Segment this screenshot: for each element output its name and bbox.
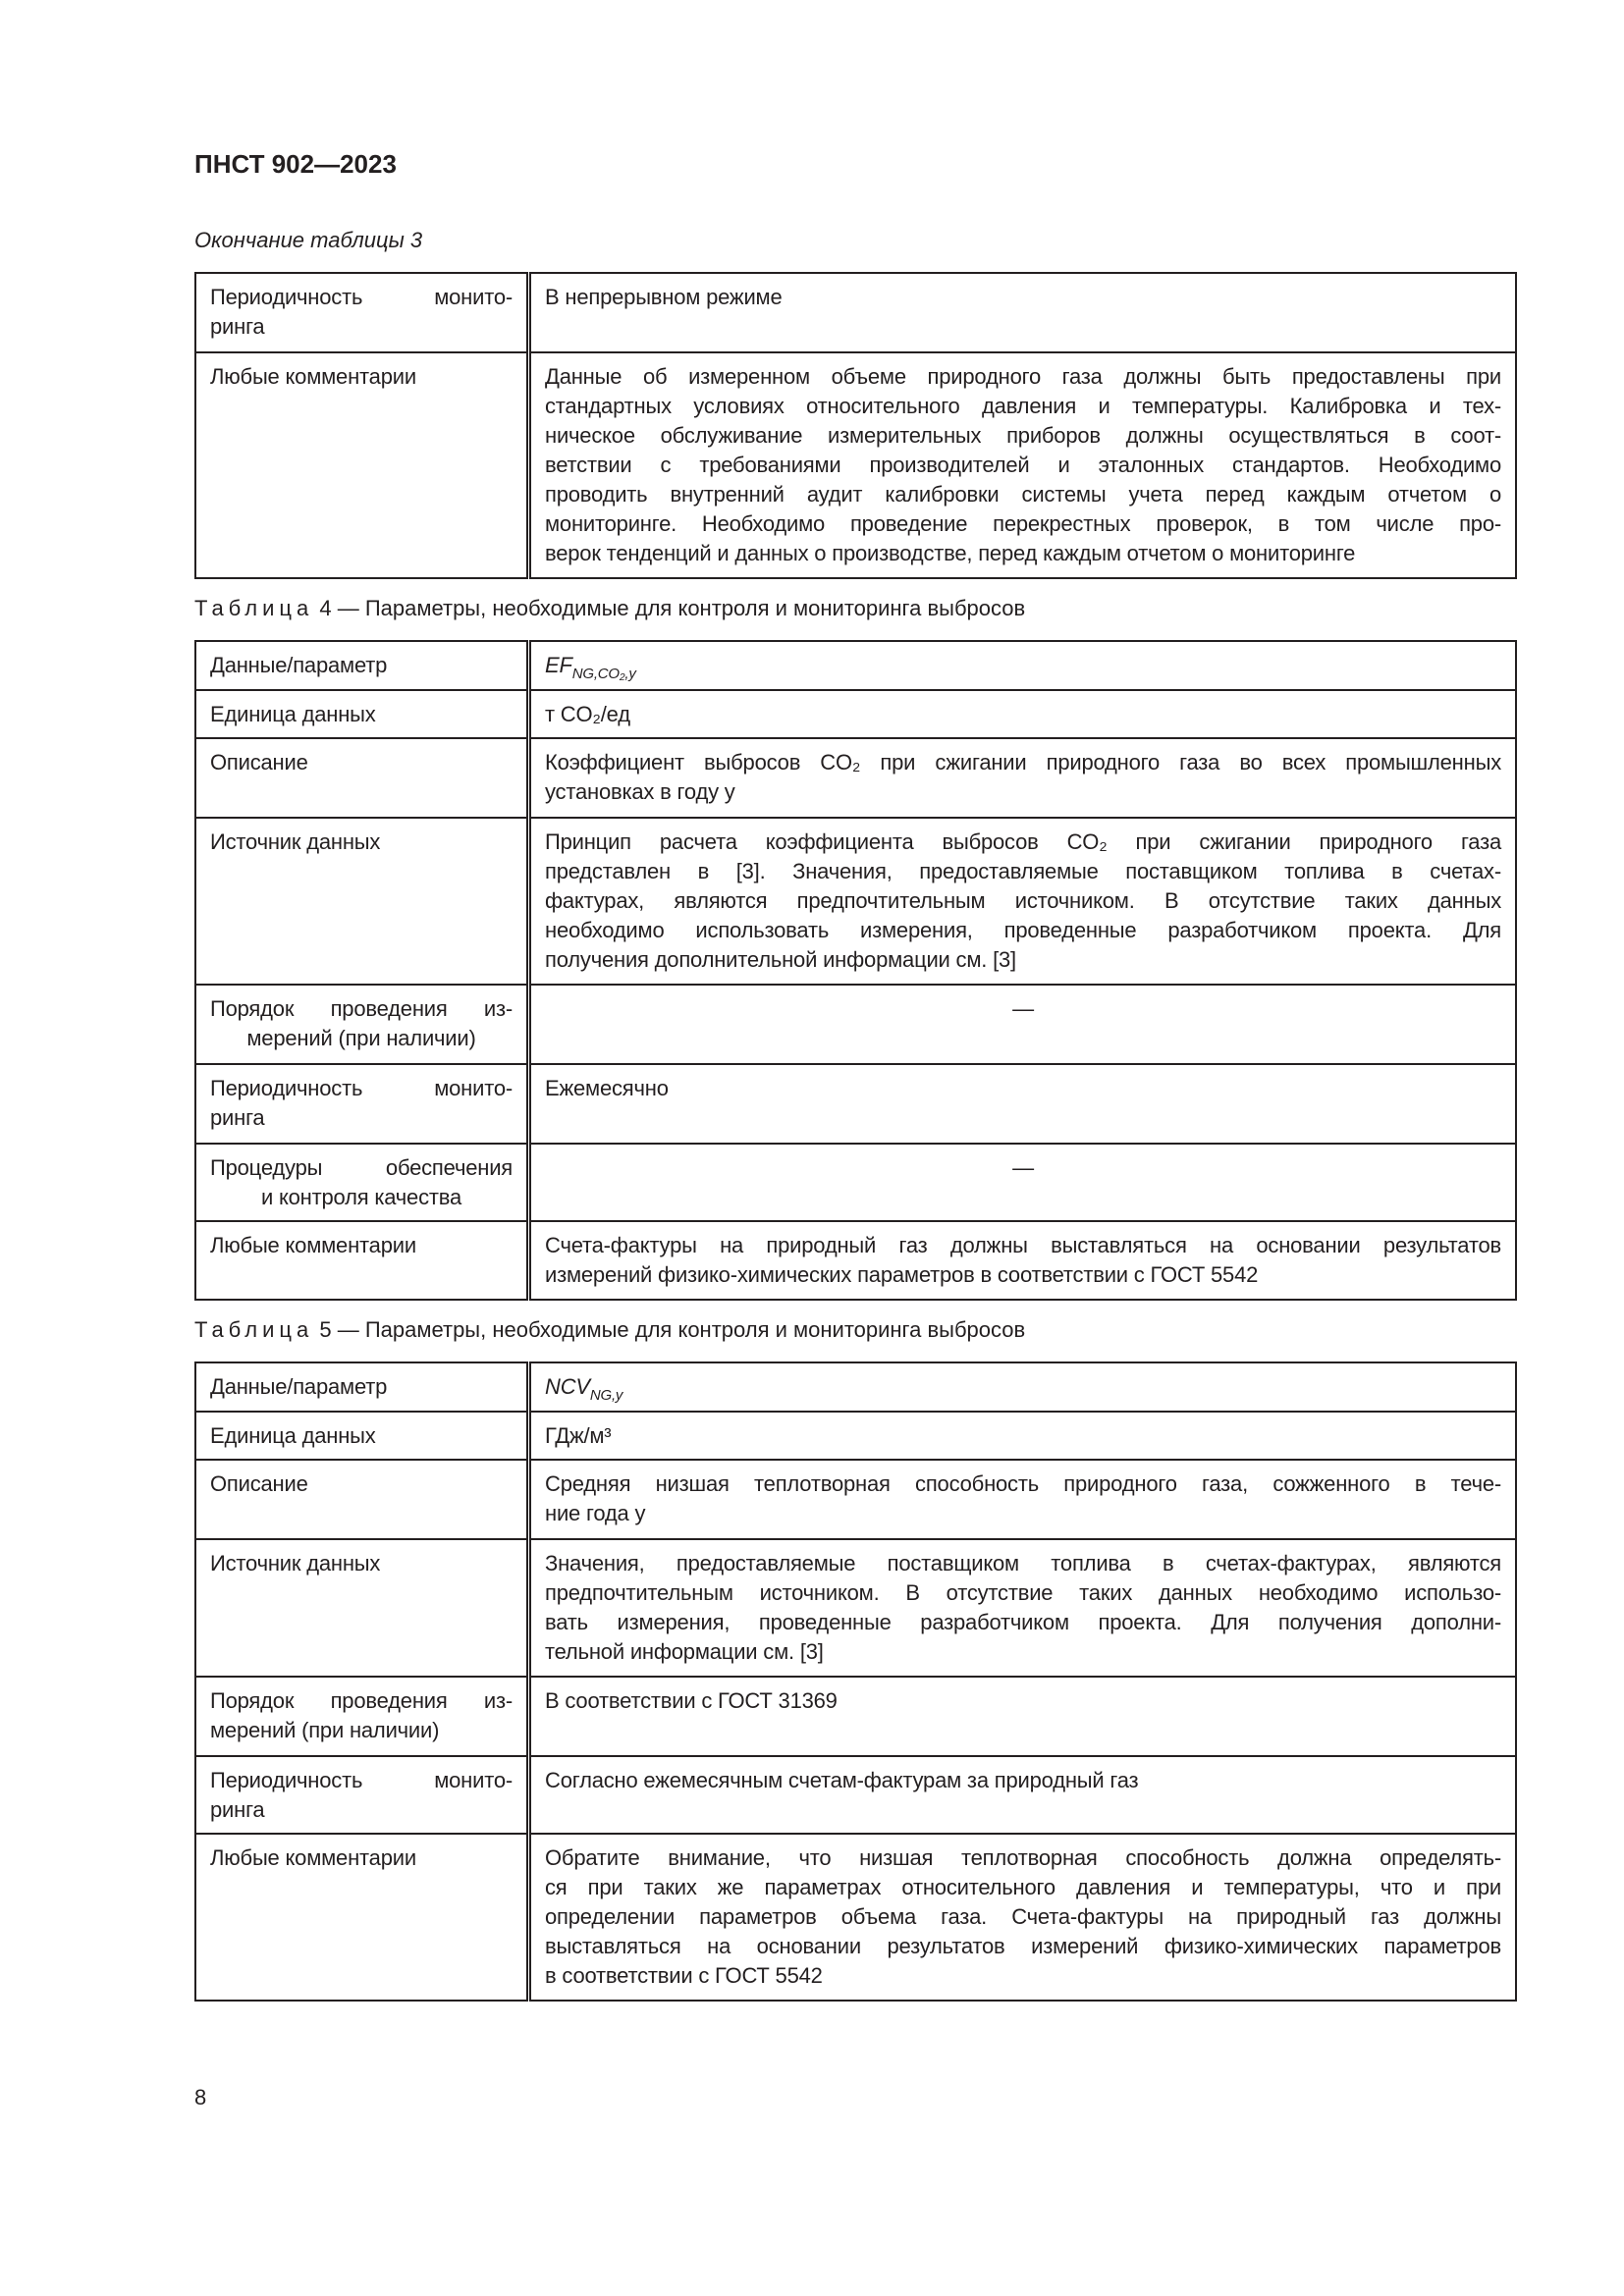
row-label (195, 1460, 529, 1539)
cell-line: Данные/параметр (210, 1374, 388, 1399)
row-label (195, 1756, 529, 1834)
row-value (529, 1144, 1517, 1221)
table-row (195, 352, 1516, 578)
cell-line: ние года y (545, 1501, 646, 1525)
cell-line: Ежемесячно (545, 1076, 669, 1100)
cell-line: Источник данных (210, 1551, 381, 1575)
cell-line: Процедуры обеспечения (210, 1155, 513, 1180)
cell-line: Любые комментарии (210, 1233, 416, 1257)
cell-line: Коэффициент выбросов CO₂ при сжигании природного газа во всех промышленных (545, 750, 1501, 774)
row-label (195, 1064, 529, 1144)
cell-line: Принцип расчета коэффициента выбросов CO₂ при сжигании природного газа (545, 829, 1501, 854)
table-row (195, 1460, 1516, 1539)
row-value (529, 1221, 1517, 1300)
cell-line: ветствии с требованиями производителей и эталонных стандартов. Необходимо (545, 453, 1501, 477)
table-row (195, 690, 1516, 738)
row-value (529, 273, 1517, 352)
row-value (529, 1756, 1517, 1834)
caption-text: 4 — Параметры, необходимые для контроля и мониторинга выбросов (313, 596, 1026, 620)
cell-line: мерений (при наличии) (210, 1718, 440, 1742)
cell-line: В соответствии с ГОСТ 31369 (545, 1688, 838, 1713)
cell-line: Средняя низшая теплотворная способность природного газа, сожженного в тече- (545, 1471, 1501, 1496)
row-label (195, 273, 529, 352)
row-label (195, 690, 529, 738)
row-label (195, 352, 529, 578)
page-number: 8 (194, 2085, 207, 2109)
caption-prefix: Таблица (194, 1317, 314, 1342)
document-header: ПНСТ 902—2023 (194, 149, 397, 179)
cell-line: Периодичность монито- (210, 285, 513, 309)
parameter-symbol (545, 653, 636, 682)
cell-line: Порядок проведения из- (210, 996, 513, 1021)
table-row (195, 1834, 1516, 2001)
cell-line: В непрерывном режиме (545, 285, 783, 309)
row-label (195, 738, 529, 818)
cell-line: предпочтительным источником. В отсутствие таких данных необходимо использо- (545, 1580, 1501, 1605)
cell-line: верок тенденций и данных о производстве, перед каждым отчетом о мониторинге (545, 541, 1356, 565)
row-value (529, 1834, 1517, 2001)
row-label (195, 1677, 529, 1756)
cell-line: Описание (210, 750, 308, 774)
cell-line: фактурах, являются предпочтительным источником. В отсутствие таких данных (545, 888, 1501, 913)
cell-line: — (1012, 996, 1034, 1021)
row-label (195, 985, 529, 1064)
row-value (529, 1412, 1517, 1460)
cell-line: вать измерения, проведенные разработчиком проекта. Для получения дополни- (545, 1610, 1501, 1634)
row-value (529, 690, 1517, 738)
table-row (195, 273, 1516, 352)
row-label (195, 1834, 529, 2001)
table-row (195, 985, 1516, 1064)
cell-line: Периодичность монито- (210, 1076, 513, 1100)
cell-line: стандартных условиях относительного давления и температуры. Калибровка и тех- (545, 394, 1501, 418)
row-label (195, 818, 529, 985)
cell-line: представлен в [3]. Значения, предоставляемые поставщиком топлива в счетах- (545, 859, 1501, 883)
parameter-base: NCV (545, 1374, 590, 1399)
cell-line: ся при таких же параметрах относительного давления и температуры, что и при (545, 1875, 1501, 1899)
parameter-base: EF (545, 653, 572, 677)
cell-line: мерений (при наличии) (246, 1026, 476, 1050)
row-label (195, 1144, 529, 1221)
cell-line: выставляться на основании результатов измерений физико-химических параметров (545, 1934, 1501, 1958)
table-5-caption (194, 1317, 1025, 1343)
row-value (529, 1539, 1517, 1677)
parameter-symbol (545, 1374, 623, 1404)
cell-line: Единица данных (210, 702, 376, 726)
table-4-caption (194, 596, 1025, 621)
cell-line: тельной информации см. [3] (545, 1639, 824, 1664)
table-5 (194, 1362, 1517, 2002)
table-4 (194, 640, 1517, 1301)
table-continuation-caption: Окончание таблицы 3 (194, 228, 423, 252)
row-value (529, 1064, 1517, 1144)
cell-line: необходимо использовать измерения, проведенные разработчиком проекта. Для (545, 918, 1501, 942)
row-value (529, 818, 1517, 985)
row-label (195, 1539, 529, 1677)
row-value (529, 352, 1517, 578)
cell-line: Источник данных (210, 829, 381, 854)
table-row (195, 641, 1516, 690)
cell-line: определении параметров объема газа. Счета-фактуры на природный газ должны (545, 1904, 1501, 1929)
row-value (529, 1362, 1517, 1412)
cell-line: Единица данных (210, 1423, 376, 1448)
table-row (195, 1362, 1516, 1412)
table-row (195, 818, 1516, 985)
row-value (529, 641, 1517, 690)
row-value (529, 1460, 1517, 1539)
table-row (195, 1064, 1516, 1144)
parameter-subscript: NG,CO₂,y (571, 666, 636, 682)
row-label (195, 1412, 529, 1460)
row-label (195, 1221, 529, 1300)
cell-line: Описание (210, 1471, 308, 1496)
cell-line: Обратите внимание, что низшая теплотворная способность должна определять- (545, 1845, 1501, 1870)
caption-prefix: Таблица (194, 596, 314, 620)
cell-line: ГДж/м³ (545, 1423, 612, 1448)
row-label (195, 641, 529, 690)
cell-line: получения дополнительной информации см. [3] (545, 947, 1016, 972)
cell-line: Периодичность монито- (210, 1768, 513, 1792)
cell-line: Согласно ежемесячным счетам-фактурам за природный газ (545, 1768, 1139, 1792)
cell-line: ринга (210, 1797, 265, 1822)
row-value (529, 1677, 1517, 1756)
table-row (195, 738, 1516, 818)
cell-line: ринга (210, 314, 265, 339)
caption-text: 5 — Параметры, необходимые для контроля и мониторинга выбросов (313, 1317, 1026, 1342)
row-label (195, 1362, 529, 1412)
cell-line: Значения, предоставляемые поставщиком топлива в счетах-фактурах, являются (545, 1551, 1501, 1575)
cell-line: Любые комментарии (210, 1845, 416, 1870)
table-row (195, 1756, 1516, 1834)
parameter-subscript: NG,y (589, 1387, 623, 1404)
cell-line: измерений физико-химических параметров в соответствии с ГОСТ 5542 (545, 1262, 1259, 1287)
cell-line: ринга (210, 1105, 265, 1130)
table-row (195, 1412, 1516, 1460)
table-3-end (194, 272, 1517, 579)
cell-line: в соответствии с ГОСТ 5542 (545, 1963, 823, 1988)
table-row (195, 1221, 1516, 1300)
cell-line: Данные об измеренном объеме природного газа должны быть предоставлены при (545, 364, 1501, 389)
table-row (195, 1539, 1516, 1677)
cell-line: и контроля качества (260, 1185, 462, 1209)
cell-line: Счета-фактуры на природный газ должны выставляться на основании результатов (545, 1233, 1501, 1257)
cell-line: — (1012, 1155, 1034, 1180)
cell-line: установках в году y (545, 779, 735, 804)
cell-line: Данные/параметр (210, 653, 388, 677)
table-row (195, 1144, 1516, 1221)
row-value (529, 985, 1517, 1064)
row-value (529, 738, 1517, 818)
cell-line: проводить внутренний аудит калибровки системы учета перед каждым отчетом о (545, 482, 1501, 507)
cell-line: ническое обслуживание измерительных приборов должны осуществляться в соот- (545, 423, 1501, 448)
cell-line: Любые комментарии (210, 364, 416, 389)
cell-line: Порядок проведения из- (210, 1688, 513, 1713)
cell-line: мониторинге. Необходимо проведение перекрестных проверок, в том числе про- (545, 511, 1501, 536)
cell-line: т CO₂/ед (545, 702, 630, 726)
table-row (195, 1677, 1516, 1756)
